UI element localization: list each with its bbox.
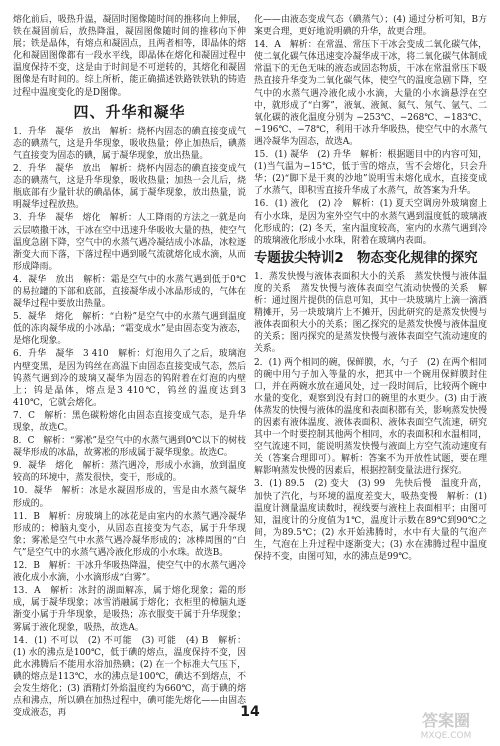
svg-text:MXQE.COM: MXQE.COM <box>420 731 472 741</box>
answer-item: 13．A 解析：冰封的湖面解冻，属于熔化现象；霜的形成，属于凝华现象；冰雪消融属于熔化；衣柜里的樟脑丸逐渐变小属于升华现象，是吸热；冻衣服变干属于升华现象；雾属于液化现象，吸热，故选A。 <box>13 586 246 633</box>
section-title-sublimation: 四、升华和凝华 <box>73 102 186 121</box>
answer-item: 12．B 解析：干冰升华吸热降温，使空气中的水蒸气遇冷液化成小水滴，小水滴形成“白雾”。 <box>13 561 246 584</box>
answer-item: 3．(1) 89.5 (2) 变大 (3) 99 先快后慢 温度升高，加快了汽化，与环境的温度差变大，吸热变慢 解析：(1) 温度计测量温度读数时，视线要与液柱上表面相平；由图可知，温度计的分度值为1℃，温度计示数在89℃到90℃之间，为89.5℃；(2) 水开始沸腾时，水中有大量的气泡产生，气泡在上升过程中逐渐变大；(3) 水在沸腾过程中温度保持不变，由图可知，水的沸点是99℃。 <box>254 479 487 563</box>
answer-item: 7．C 解析：黑色碳粉熔化由固态直接变成气态，是升华现象，故选C。 <box>13 410 246 433</box>
answer-item: 11．B 解析：房玻璃上的冰花是由室内的水蒸气遇冷凝华形成的；樟脑丸变小，从固态直接变为气态，属于升华现象；雾凇是空气中水蒸气遇冷凝华形成的；冰棒周围的“白气”是空气中的水蒸气遇冷液化形成的小水珠。故选B。 <box>13 511 246 558</box>
svg-text:答案圈: 答案圈 <box>421 711 471 730</box>
answer-item: 5．凝华 熔化 解析：“白粉”是空气中的水蒸气遇到温度低的冻肉凝华成的小冰晶；“霜变成水”是由固态变为液态，是熔化现象。 <box>13 312 246 347</box>
answer-item: 8．C 解析：“雾凇”是空气中的水蒸气遇到0℃以下的树枝凝华形成的冰晶，故雾凇的形成属于凝华现象。故选C。 <box>13 436 246 459</box>
right-continuation: 化——由液态变成气态（碘蒸气）；(4) 通过分析可知，B方案更合理，更好地说明碘的升华，故更合理。 <box>254 15 487 38</box>
section-title-special-training: 专题拔尖特训2 物态变化规律的探究 <box>254 250 478 266</box>
left-paragraph-intro: 熔化前后，吸热升温，凝固时图像随时间的推移向上伸展，铁在凝固前后，放热降温，凝固图像随时间的推移向下伸展；铁是晶体，有熔点和凝固点，且两者相等，即晶体的熔化和凝固图像都有一段水平线，即晶体在熔化和凝固过程中温度保持不变，这是由于时间是不可逆转的，其熔化和凝固图像是有时间的。综上所析，能正确描述铁路铁铁轨的铸造过程中温度变化的是D图像。 <box>13 15 246 98</box>
answer-item: 4．凝华 放出 解析：霜是空气中的水蒸气遇到低于0℃的易拉罐的下部和底部，直接凝华成小冰晶形成的，气体在凝华过程中要放出热量。 <box>13 274 246 310</box>
answer-item: 9．凝华 熔化 解析：蒸汽遇冷，形成小水滴，放到温度较高的环境中，蒸发很快，变干，形成的。 <box>13 461 246 484</box>
right-column <box>254 14 487 564</box>
answer-item: 14．A 解析：在常温、常压下干冰会变成二氧化碳气体，使二氧化碳气体迅速变冷凝华成干冰，将二氧化碳气体制成常温下的无色无味的液态或固态物质，干冰在常温常压下吸热直接升华变为二氧化碳气体，使空气的温度急剧下降，空气中的水蒸气遇冷液化成小水滴，大量的小水滴悬浮在空中，就形成了“白雾”，液氧、液氮、氦气、氖气、氩气、二氧化碳的液化温度分别为 −253℃、−268℃、−183℃、−196℃、−78℃，利用干冰升华吸热，使空气中的水蒸气遇冷凝华为固态，故选A。 <box>254 40 487 147</box>
answer-item: 15．(1) 凝华 (2) 升华 解析：根据题目中的内容可知，(1)当气温为−15℃，低于雪的熔点，雪不会熔化，只会升华；(2)“脚下是干爽的沙地”说明雪未熔化成水，直接变成了水蒸气，即积雪直接升华成了水蒸气，故答案为升华。 <box>254 150 487 197</box>
answer-item: 6．升华 凝华 3 410 解析：灯泡用久了之后，玻璃泡内壁变黑，是因为钨丝在高温下由固态直接变成气态，然后钨蒸气遇到冷的玻璃又凝华为固态的钨附着在灯泡的内壁上；钨是晶体，熔点是3 410℃，钨丝的温度达到3 410℃，它就会熔化。 <box>13 349 246 408</box>
answer-item: 14．(1) 不可以 (2) 不可能 (3) 可能 (4) B 解析：(1) 水的沸点是100℃，低于碘的熔点，温度保持不变，因此水沸腾后不能用水浴加热碘；(2) 在一个标准大气压下，碘的熔点是113℃，水的沸点是100℃，碘达不到熔点，不会发生熔化；(3) 酒精灯外焰温度约为660℃，高于碘的熔点和沸点，所以碘在加热过程中，碘可能先熔化——由固态变成液态，再 <box>13 635 246 719</box>
answer-item: 3．升华 凝华 熔化 解析：人工降雨的方法之一就是向云层喷撒干冰，干冰在空中迅速升华吸收大量的热，使空气温度急剧下降，空气中的水蒸气遇冷凝结成小冰晶，冰粒逐渐变大而下落，下落过程中遇到暖气流就熔化成水滴，从而形成降雨。 <box>13 213 246 272</box>
answer-item: 16．(1) 液化 (2) 冷 解析：(1) 夏天空调房外玻璃窗上有小水珠，是因为室外空气中的水蒸气遇到温度低的玻璃液化形成的；(2) 冬天，室内温度较高，室内的水蒸气遇到冷的玻璃液化形成小水珠，附着在玻璃内表面。 <box>254 199 487 246</box>
answer-item: 1．蒸发快慢与液体表面积大小的关系 蒸发快慢与液体温度的关系 蒸发快慢与液体表面空气流动快慢的关系 解析：通过图片提供的信息可知，其中一块玻璃片上滴一滴酒精摊开，另一块玻璃片上不摊开，因此研究的是蒸发快慢与液体表面积大小的关系；图乙探究的是蒸发快慢与液体温度的关系；图丙探究的是蒸发快慢与液体表面空气流动速度的关系。 <box>254 271 487 355</box>
answer-item: 2．升华 凝华 放出 解析：烧杯内固态的碘直接变成气态的碘蒸气，这是升华现象，吸收热量；加热一会儿后，烧瓶底部有少量针状的碘晶体，属于凝华现象，放出热量，说明凝华过程放热。 <box>13 164 246 211</box>
answer-item: 1．升华 凝华 放出 解析：烧杯内固态的碘直接变成气态的碘蒸气，这是升华现象，吸收热量；停止加热后，碘蒸气直接变为固态的碘，属于凝华现象，放出热量。 <box>13 126 246 161</box>
left-column <box>13 14 246 720</box>
answer-item: 2．(1) 两个相同的碗，保鲜膜，水，勺子 (2) 在两个相同的碗中用勺子加入等量的水，把其中一个碗用保鲜膜封住口，并在两碗水放在通风处，过一段时间后，比较两个碗中水量的变化，观察到没有封口的碗里的水更少。(3) 由于液体蒸发的快慢与液体的温度和表面积都有关，影响蒸发快慢的因素有液体温度、液体表面积、液体表面空气流速，研究其中一个时要控制其他两个相同，水的表面积和水温相同，空气流速不同，能说明蒸发快慢与液面上方空气流动速度有关（答案合理即可）。解析：答案不为开放性试题，要在理解影响蒸发快慢的因素后，根据控制变量法进行探究。 <box>254 357 487 477</box>
answer-item: 10．凝华 解析：冰是水凝固形成的，雪是由水蒸气凝华形成的。 <box>13 486 246 509</box>
page-number: 14 <box>240 704 260 720</box>
watermark-logo-icon <box>400 706 492 742</box>
